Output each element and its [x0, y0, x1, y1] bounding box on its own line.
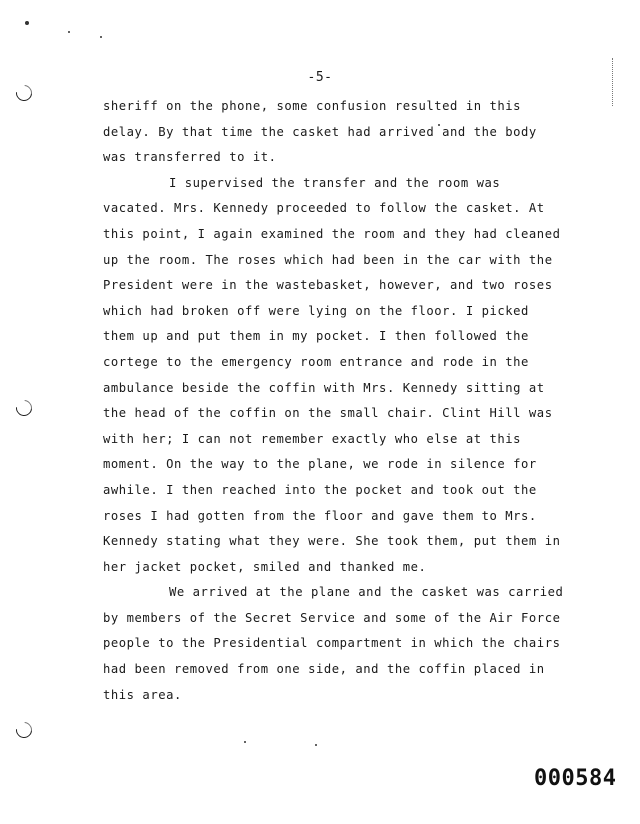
text-line: the head of the coffin on the small chair. Clint Hill was [103, 406, 553, 421]
scan-speck [25, 21, 29, 25]
text-line: moment. On the way to the plane, we rode in silence for [103, 457, 537, 472]
punch-hole-icon [13, 82, 36, 105]
text-line: roses I had gotten from the floor and gave them to Mrs. [103, 508, 537, 523]
text-line: sheriff on the phone, some confusion resulted in this [103, 99, 522, 113]
text-line: ambulance beside the coffin with Mrs. Kennedy sitting at [103, 380, 545, 395]
punch-hole-icon [13, 397, 36, 420]
page-number: -5- [307, 70, 333, 85]
scan-speck [68, 31, 70, 33]
text-line: this point, I again examined the room and they had cleaned [103, 226, 561, 241]
text-line: We arrived at the plane and the casket was carried [169, 585, 564, 600]
text-line: awhile. I then reached into the pocket and took out the [103, 482, 537, 497]
text-line: by members of the Secret Service and some of the Air Force [103, 610, 561, 625]
text-line: them up and put them in my pocket. I then followed the [103, 329, 529, 344]
scan-speck [244, 741, 246, 743]
punch-hole-icon [13, 719, 36, 742]
scan-speck [100, 36, 102, 38]
text-line: was transferred to it. [103, 150, 277, 165]
text-line: had been removed from one side, and the coffin placed in [103, 662, 545, 677]
text-line: vacated. Mrs. Kennedy proceeded to follow the casket. At [103, 201, 545, 216]
text-line: I supervised the transfer and the room was [169, 175, 501, 190]
text-line: President were in the wastebasket, however, and two roses [103, 278, 553, 293]
document-number-stamp: 000584 [534, 766, 617, 791]
text-line: Kennedy stating what they were. She took them, put them in [103, 534, 561, 549]
document-body [103, 94, 564, 708]
scan-speck [315, 744, 317, 746]
text-line: which had broken off were lying on the floor. I picked [103, 303, 529, 318]
text-line: people to the Presidential compartment in which the chairs [103, 636, 561, 651]
text-line: up the room. The roses which had been in the car with the [103, 252, 553, 267]
text-line: her jacket pocket, smiled and thanked me. [103, 559, 427, 574]
text-line: this area. [103, 687, 182, 702]
text-line: cortege to the emergency room entrance and rode in the [103, 354, 529, 369]
text-line: with her; I can not remember exactly who else at this [103, 431, 522, 446]
text-line: delay. By that time the casket had arrived and the body [103, 124, 537, 139]
